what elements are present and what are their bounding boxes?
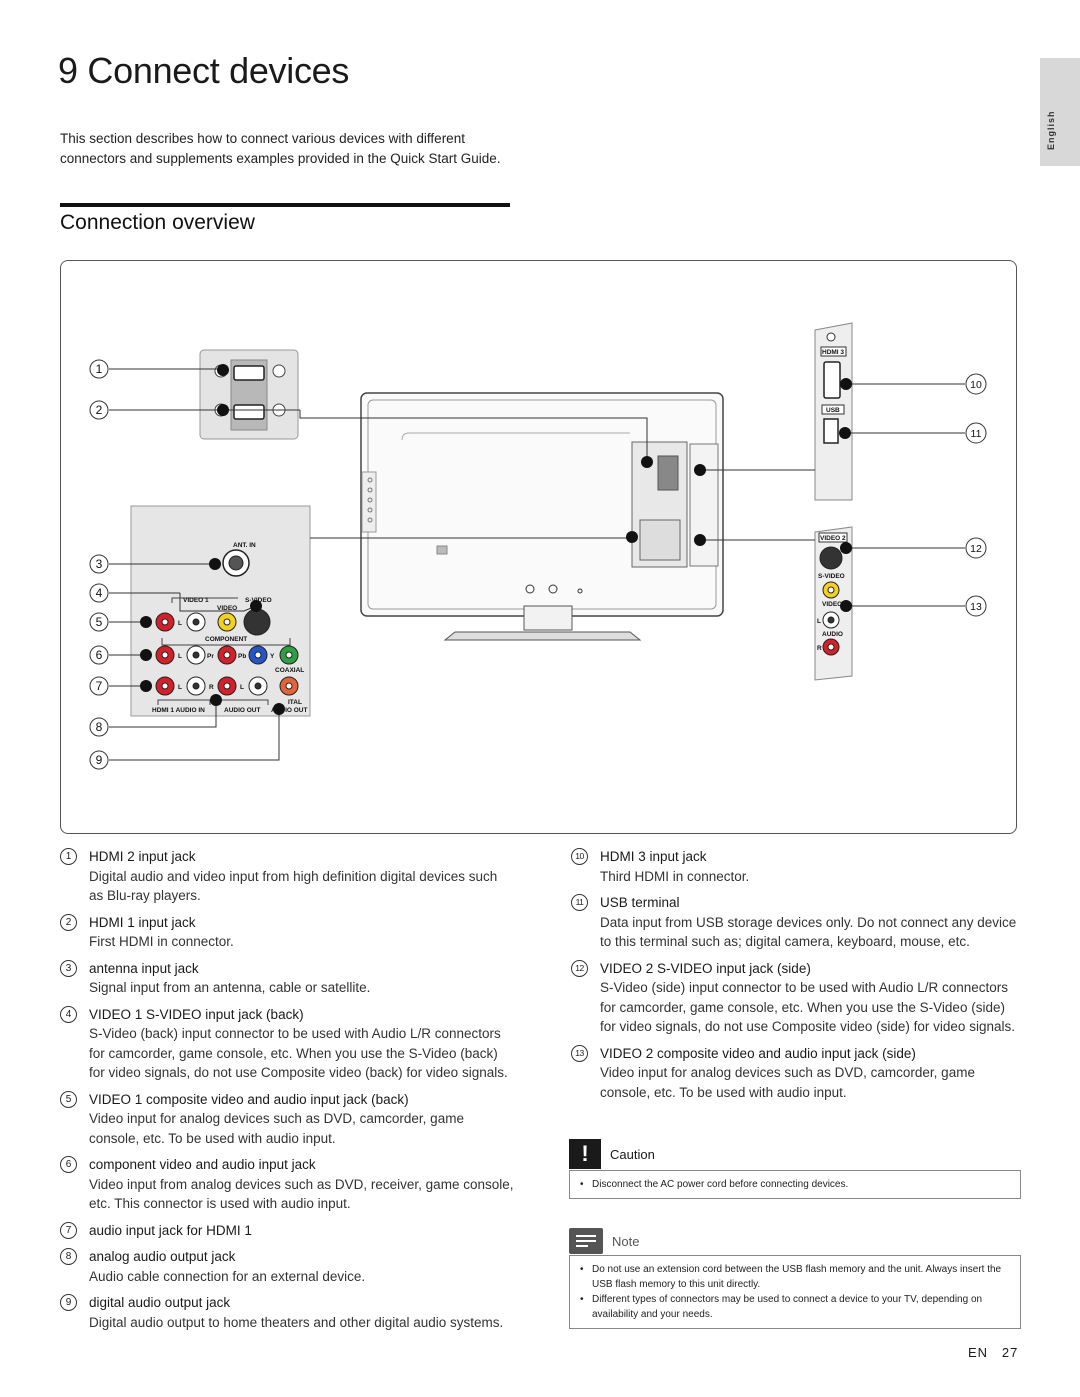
callout-10: 10 bbox=[970, 379, 982, 391]
label-side-l: L bbox=[817, 618, 821, 625]
callout-3: 3 bbox=[95, 557, 103, 571]
note-header bbox=[569, 1228, 1021, 1254]
callout-2: 2 bbox=[95, 403, 103, 417]
item-number: 9 bbox=[60, 1294, 77, 1311]
item-description: Data input from USB storage devices only. Do not connect any device to this terminal such as; digital camera, keyboard, mouse, etc. bbox=[600, 914, 1017, 949]
label-side-audio: AUDIO bbox=[822, 631, 843, 638]
item-heading: VIDEO 2 S-VIDEO input jack (side) bbox=[600, 960, 811, 976]
label-usb: USB bbox=[826, 407, 840, 414]
item-heading: antenna input jack bbox=[89, 960, 199, 976]
callout-8: 8 bbox=[95, 720, 103, 734]
intro-text: This section describes how to connect various devices with different connectors and supplements examples provided in the Quick Start Guide. bbox=[60, 131, 501, 166]
label-pb: Pb bbox=[238, 653, 247, 660]
label-video: VIDEO bbox=[217, 605, 238, 612]
label-side-s-video: S-VIDEO bbox=[818, 573, 845, 580]
item-number: 13 bbox=[571, 1045, 588, 1062]
item-description: Digital audio and video input from high definition digital devices such as Blu-ray players. bbox=[89, 868, 498, 903]
item-number: 4 bbox=[60, 1006, 77, 1023]
item-heading: audio input jack for HDMI 1 bbox=[89, 1222, 252, 1238]
list-item bbox=[571, 893, 1023, 952]
label-side-video: VIDEO bbox=[822, 601, 843, 608]
s-video-side-jack bbox=[820, 547, 842, 569]
callout-13: 13 bbox=[970, 601, 982, 613]
note-bullet: • Different types of connectors may be used to connect a device to your TV, depending on availability and your needs. bbox=[580, 1292, 1010, 1322]
callout-6: 6 bbox=[95, 648, 103, 662]
hdmi2-port bbox=[234, 366, 264, 380]
item-description: Audio cable connection for an external device. bbox=[89, 1268, 366, 1284]
item-number: 5 bbox=[60, 1091, 77, 1108]
item-description: Third HDMI in connector. bbox=[600, 868, 750, 884]
chapter-title: 9 Connect devices bbox=[58, 50, 350, 91]
callout-5: 5 bbox=[95, 615, 103, 629]
right-item-list bbox=[571, 847, 1023, 1109]
item-description: S-Video (side) input connector to be used with Audio L/R connectors for camcorder, game console, etc. When you use the S-Video (side) for video signals, do not use Composite video (side) for video signals. bbox=[600, 980, 1015, 1034]
caution-label: Caution bbox=[610, 1146, 655, 1162]
item-description: S-Video (back) input connector to be used with Audio L/R connectors for camcorder, game console, etc. When you use the S-Video (back) for video signals, do not use Composite video (back) for video signals. bbox=[89, 1026, 508, 1080]
label-hdmi3: HDMI 3 bbox=[822, 349, 845, 356]
item-heading: VIDEO 1 S-VIDEO input jack (back) bbox=[89, 1006, 304, 1022]
label-video2: VIDEO 2 bbox=[820, 535, 846, 542]
left-item-list bbox=[60, 847, 515, 1339]
callout-11: 11 bbox=[970, 428, 982, 440]
caution-block bbox=[569, 1139, 1021, 1199]
item-description: Video input for analog devices such as DVD, camcorder, game console, etc. To be used with audio input. bbox=[89, 1111, 464, 1146]
language-tab-label: English bbox=[1046, 110, 1056, 150]
item-number: 8 bbox=[60, 1248, 77, 1265]
callout-12: 12 bbox=[970, 543, 982, 555]
item-number: 1 bbox=[60, 848, 77, 865]
item-number: 2 bbox=[60, 914, 77, 931]
note-label: Note bbox=[612, 1233, 640, 1249]
label-component: COMPONENT bbox=[205, 636, 248, 643]
callout-7: 7 bbox=[95, 679, 103, 693]
label-audio-out: AUDIO OUT bbox=[224, 707, 261, 714]
list-item bbox=[60, 1221, 515, 1241]
page-footer bbox=[968, 1345, 1018, 1360]
page-number: 27 bbox=[1001, 1345, 1019, 1360]
list-item bbox=[60, 1090, 515, 1149]
label-pr: Pr bbox=[207, 653, 214, 660]
label-digital-audio-out: AUDIO OUT bbox=[271, 707, 308, 714]
item-description: Video input for analog devices such as DVD, camcorder, game console, etc. To be used with audio input. bbox=[600, 1065, 975, 1100]
label-l-3: L bbox=[178, 684, 182, 691]
s-video-back-jack bbox=[244, 609, 270, 635]
label-r: R bbox=[209, 684, 214, 691]
list-item bbox=[571, 847, 1023, 886]
label-digital: ITAL bbox=[288, 699, 302, 706]
label-side-r: R bbox=[817, 645, 822, 652]
label-hdmi1-audio-in: HDMI 1 AUDIO IN bbox=[152, 707, 205, 714]
item-description: Video input from analog devices such as DVD, receiver, game console, etc. This connector is used with audio input. bbox=[89, 1176, 514, 1211]
note-bullet: • Do not use an extension cord between the USB flash memory and the unit. Always insert the USB flash memory to this unit directly. bbox=[580, 1262, 1010, 1292]
item-description: Digital audio output to home theaters and other digital audio systems. bbox=[89, 1314, 504, 1330]
list-item bbox=[60, 1247, 515, 1286]
label-video1: VIDEO 1 bbox=[183, 597, 209, 604]
list-item bbox=[60, 1155, 515, 1214]
note-block bbox=[569, 1228, 1021, 1329]
list-item bbox=[571, 1044, 1023, 1103]
item-number: 3 bbox=[60, 960, 77, 977]
item-heading: digital audio output jack bbox=[89, 1295, 231, 1310]
caution-bullet: • Disconnect the AC power cord before connecting devices. bbox=[580, 1177, 1010, 1192]
label-y: Y bbox=[270, 653, 275, 660]
item-description: First HDMI in connector. bbox=[89, 934, 234, 949]
note-icon bbox=[569, 1228, 603, 1254]
item-number: 10 bbox=[571, 848, 588, 865]
note-content bbox=[569, 1255, 1021, 1329]
item-heading: HDMI 3 input jack bbox=[600, 849, 707, 864]
item-heading: HDMI 2 input jack bbox=[89, 849, 196, 864]
item-heading: HDMI 1 input jack bbox=[89, 914, 196, 930]
item-number: 11 bbox=[571, 894, 588, 911]
callout-1: 1 bbox=[95, 362, 103, 376]
label-l-4: L bbox=[240, 684, 244, 691]
callout-4: 4 bbox=[95, 586, 103, 600]
item-number: 6 bbox=[60, 1156, 77, 1173]
label-coaxial: COAXIAL bbox=[275, 667, 305, 674]
list-item bbox=[60, 913, 515, 952]
item-number: 7 bbox=[60, 1222, 77, 1239]
item-heading: USB terminal bbox=[600, 895, 680, 910]
label-ant-in: ANT. IN bbox=[233, 542, 256, 549]
item-number: 12 bbox=[571, 960, 588, 977]
label-l-2: L bbox=[178, 653, 182, 660]
label-l-1: L bbox=[178, 620, 182, 627]
section-title: Connection overview bbox=[60, 211, 255, 234]
caution-header bbox=[569, 1139, 1021, 1169]
item-description: Signal input from an antenna, cable or satellite. bbox=[89, 980, 371, 995]
list-item bbox=[571, 959, 1023, 1037]
caution-content bbox=[569, 1170, 1021, 1199]
label-s-video: S-VIDEO bbox=[245, 597, 272, 604]
item-heading: component video and audio input jack bbox=[89, 1157, 316, 1172]
hdmi1-port bbox=[234, 405, 264, 419]
list-item bbox=[60, 1293, 515, 1332]
list-item bbox=[60, 959, 515, 998]
item-heading: VIDEO 1 composite video and audio input jack (back) bbox=[89, 1091, 409, 1107]
hdmi3-port bbox=[824, 362, 840, 398]
list-item bbox=[60, 1005, 515, 1083]
exclamation-icon: ! bbox=[569, 1139, 601, 1169]
usb-port bbox=[824, 419, 838, 443]
callout-9: 9 bbox=[95, 753, 103, 767]
item-heading: analog audio output jack bbox=[89, 1249, 236, 1264]
item-heading: VIDEO 2 composite video and audio input jack (side) bbox=[600, 1045, 916, 1061]
footer-lang: EN bbox=[968, 1345, 989, 1360]
list-item bbox=[60, 847, 515, 906]
